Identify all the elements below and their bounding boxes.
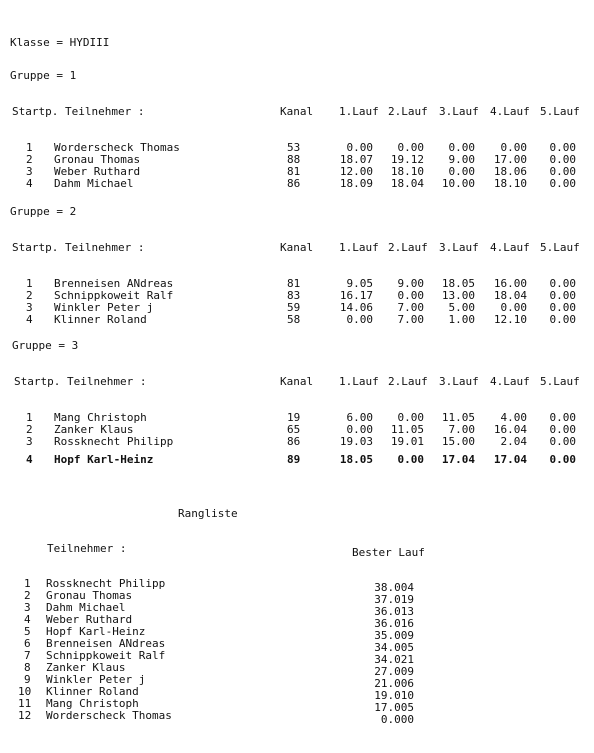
- row-nr: 3: [26, 435, 33, 448]
- row-nr: 4: [26, 177, 33, 190]
- header-lauf-4: 4.Lauf: [490, 105, 530, 118]
- rank-number: 7: [24, 649, 31, 662]
- row-lauf-2: 11.05: [390, 423, 424, 436]
- header-lauf-5: 5.Lauf: [540, 241, 580, 254]
- header-lauf-3: 3.Lauf: [439, 105, 479, 118]
- rank-best: 36.016: [374, 617, 414, 630]
- row-nr: 3: [26, 165, 33, 178]
- row-kanal: 88: [287, 153, 301, 166]
- row-nr: 3: [26, 301, 33, 314]
- row-lauf-4: 12.10: [493, 313, 527, 326]
- rank-name: Weber Ruthard: [46, 613, 133, 626]
- row-nr: 4: [26, 453, 33, 466]
- row-name: Weber Ruthard: [54, 165, 141, 178]
- rank-name: Schnippkoweit Ralf: [46, 649, 166, 662]
- row-lauf-3: 9.00: [448, 153, 475, 166]
- group-title: Gruppe = 2: [10, 205, 77, 218]
- row-nr: 2: [26, 423, 33, 436]
- row-kanal: 65: [287, 423, 301, 436]
- row-lauf-3: 0.00: [448, 141, 475, 154]
- group-title: Gruppe = 1: [10, 69, 77, 82]
- row-lauf-3: 11.05: [441, 411, 475, 424]
- header-lauf-1: 1.Lauf: [339, 241, 379, 254]
- row-name: Brenneisen ANdreas: [54, 277, 174, 290]
- header-lauf-5: 5.Lauf: [540, 105, 580, 118]
- rangliste-title: Rangliste: [178, 507, 238, 520]
- row-lauf-4: 0.00: [500, 301, 527, 314]
- rank-name: Gronau Thomas: [46, 589, 133, 602]
- rank-best: 17.005: [374, 701, 414, 714]
- row-lauf-2: 0.00: [397, 289, 424, 302]
- row-lauf-1: 18.09: [339, 177, 373, 190]
- header-kanal: Kanal: [280, 105, 314, 118]
- row-lauf-5: 0.00: [549, 435, 576, 448]
- row-nr: 4: [26, 313, 33, 326]
- header-lauf-2: 2.Lauf: [388, 241, 428, 254]
- row-name: Rossknecht Philipp: [54, 435, 174, 448]
- rank-number: 1: [24, 577, 31, 590]
- row-lauf-4: 16.00: [493, 277, 527, 290]
- row-lauf-4: 4.00: [500, 411, 527, 424]
- row-nr: 1: [26, 277, 33, 290]
- row-lauf-5: 0.00: [549, 453, 576, 466]
- rank-name: Hopf Karl-Heinz: [46, 625, 146, 638]
- rank-best: 0.000: [380, 713, 414, 726]
- row-lauf-3: 7.00: [448, 423, 475, 436]
- header-kanal: Kanal: [280, 241, 314, 254]
- rank-number: 9: [24, 673, 31, 686]
- row-kanal: 59: [287, 301, 301, 314]
- row-name: Mang Christoph: [54, 411, 147, 424]
- rank-name: Mang Christoph: [46, 697, 139, 710]
- row-kanal: 83: [287, 289, 301, 302]
- row-name: Schnippkoweit Ralf: [54, 289, 174, 302]
- row-lauf-5: 0.00: [549, 165, 576, 178]
- rank-best: 27.009: [374, 665, 414, 678]
- rank-best: 37.019: [374, 593, 414, 606]
- row-lauf-2: 19.12: [390, 153, 424, 166]
- rank-best: 34.021: [374, 653, 414, 666]
- header-lauf-3: 3.Lauf: [439, 375, 479, 388]
- row-kanal: 81: [287, 165, 301, 178]
- row-nr: 2: [26, 153, 33, 166]
- rank-number: 8: [24, 661, 31, 674]
- row-nr: 1: [26, 411, 33, 424]
- header-lauf-4: 4.Lauf: [490, 375, 530, 388]
- rank-name: Rossknecht Philipp: [46, 577, 166, 590]
- group-title: Gruppe = 3: [12, 339, 79, 352]
- row-lauf-5: 0.00: [549, 289, 576, 302]
- rangliste-bester-lauf-label: Bester Lauf: [352, 546, 425, 559]
- row-lauf-5: 0.00: [549, 301, 576, 314]
- row-lauf-2: 0.00: [397, 141, 424, 154]
- row-lauf-1: 0.00: [346, 141, 373, 154]
- row-lauf-2: 7.00: [397, 313, 424, 326]
- rank-name: Klinner Roland: [46, 685, 139, 698]
- row-lauf-4: 0.00: [500, 141, 527, 154]
- row-name: Hopf Karl-Heinz: [54, 453, 154, 466]
- row-lauf-1: 16.17: [339, 289, 373, 302]
- rank-name: Brenneisen ANdreas: [46, 637, 166, 650]
- row-name: Dahm Michael: [54, 177, 134, 190]
- row-kanal: 86: [287, 435, 301, 448]
- row-kanal: 19: [287, 411, 301, 424]
- row-lauf-3: 18.05: [441, 277, 475, 290]
- rank-number: 2: [24, 589, 31, 602]
- row-lauf-4: 18.06: [493, 165, 527, 178]
- row-lauf-4: 18.10: [493, 177, 527, 190]
- row-lauf-2: 0.00: [397, 453, 424, 466]
- klasse-line: Klasse = HYDIII: [10, 36, 110, 49]
- header-lauf-3: 3.Lauf: [439, 241, 479, 254]
- row-lauf-3: 1.00: [448, 313, 475, 326]
- row-lauf-5: 0.00: [549, 141, 576, 154]
- row-lauf-2: 0.00: [397, 411, 424, 424]
- row-lauf-3: 17.04: [441, 453, 475, 466]
- header-lauf-2: 2.Lauf: [388, 105, 428, 118]
- row-lauf-5: 0.00: [549, 313, 576, 326]
- row-kanal: 58: [287, 313, 301, 326]
- row-lauf-4: 2.04: [500, 435, 527, 448]
- row-name: Zanker Klaus: [54, 423, 134, 436]
- header-startp: Startp. Teilnehmer :: [12, 241, 145, 254]
- row-kanal: 81: [287, 277, 301, 290]
- rank-number: 5: [24, 625, 31, 638]
- row-lauf-2: 18.10: [390, 165, 424, 178]
- row-name: Gronau Thomas: [54, 153, 141, 166]
- row-lauf-1: 9.05: [346, 277, 373, 290]
- rank-best: 19.010: [374, 689, 414, 702]
- row-lauf-1: 0.00: [346, 423, 373, 436]
- row-lauf-5: 0.00: [549, 411, 576, 424]
- rank-best: 38.004: [374, 581, 414, 594]
- row-lauf-2: 18.04: [390, 177, 424, 190]
- rangliste-teilnehmer-label: Teilnehmer :: [47, 542, 127, 555]
- rank-name: Dahm Michael: [46, 601, 126, 614]
- rank-number: 3: [24, 601, 31, 614]
- header-lauf-1: 1.Lauf: [339, 105, 379, 118]
- row-lauf-5: 0.00: [549, 153, 576, 166]
- row-lauf-5: 0.00: [549, 277, 576, 290]
- row-lauf-4: 17.00: [493, 153, 527, 166]
- rank-number: 4: [24, 613, 31, 626]
- row-kanal: 53: [287, 141, 301, 154]
- row-lauf-2: 7.00: [397, 301, 424, 314]
- row-lauf-1: 0.00: [346, 313, 373, 326]
- header-lauf-1: 1.Lauf: [339, 375, 379, 388]
- row-nr: 1: [26, 141, 33, 154]
- rank-name: Worderscheck Thomas: [46, 709, 172, 722]
- rank-best: 36.013: [374, 605, 414, 618]
- row-lauf-1: 18.07: [339, 153, 373, 166]
- row-lauf-1: 18.05: [339, 453, 373, 466]
- row-kanal: 89: [287, 453, 301, 466]
- row-lauf-3: 13.00: [441, 289, 475, 302]
- row-lauf-1: 12.00: [339, 165, 373, 178]
- row-name: Klinner Roland: [54, 313, 147, 326]
- row-name: Winkler Peter j: [54, 301, 154, 314]
- row-lauf-3: 0.00: [448, 165, 475, 178]
- header-lauf-4: 4.Lauf: [490, 241, 530, 254]
- row-lauf-3: 5.00: [448, 301, 475, 314]
- row-lauf-5: 0.00: [549, 177, 576, 190]
- header-startp: Startp. Teilnehmer :: [12, 105, 145, 118]
- header-lauf-2: 2.Lauf: [388, 375, 428, 388]
- row-nr: 2: [26, 289, 33, 302]
- rank-number: 11: [18, 697, 32, 710]
- row-lauf-4: 16.04: [493, 423, 527, 436]
- header-lauf-5: 5.Lauf: [540, 375, 580, 388]
- rank-best: 21.006: [374, 677, 414, 690]
- row-lauf-3: 10.00: [441, 177, 475, 190]
- row-lauf-5: 0.00: [549, 423, 576, 436]
- row-lauf-3: 15.00: [441, 435, 475, 448]
- rank-best: 35.009: [374, 629, 414, 642]
- rank-name: Zanker Klaus: [46, 661, 126, 674]
- header-startp: Startp. Teilnehmer :: [14, 375, 147, 388]
- row-lauf-4: 18.04: [493, 289, 527, 302]
- row-kanal: 86: [287, 177, 301, 190]
- row-lauf-1: 14.06: [339, 301, 373, 314]
- row-lauf-1: 6.00: [346, 411, 373, 424]
- row-lauf-2: 9.00: [397, 277, 424, 290]
- rank-number: 12: [18, 709, 32, 722]
- rank-best: 34.005: [374, 641, 414, 654]
- rank-number: 10: [18, 685, 32, 698]
- rank-name: Winkler Peter j: [46, 673, 146, 686]
- row-lauf-2: 19.01: [390, 435, 424, 448]
- rank-number: 6: [24, 637, 31, 650]
- row-lauf-1: 19.03: [339, 435, 373, 448]
- row-lauf-4: 17.04: [493, 453, 527, 466]
- row-name: Worderscheck Thomas: [54, 141, 180, 154]
- header-kanal: Kanal: [280, 375, 314, 388]
